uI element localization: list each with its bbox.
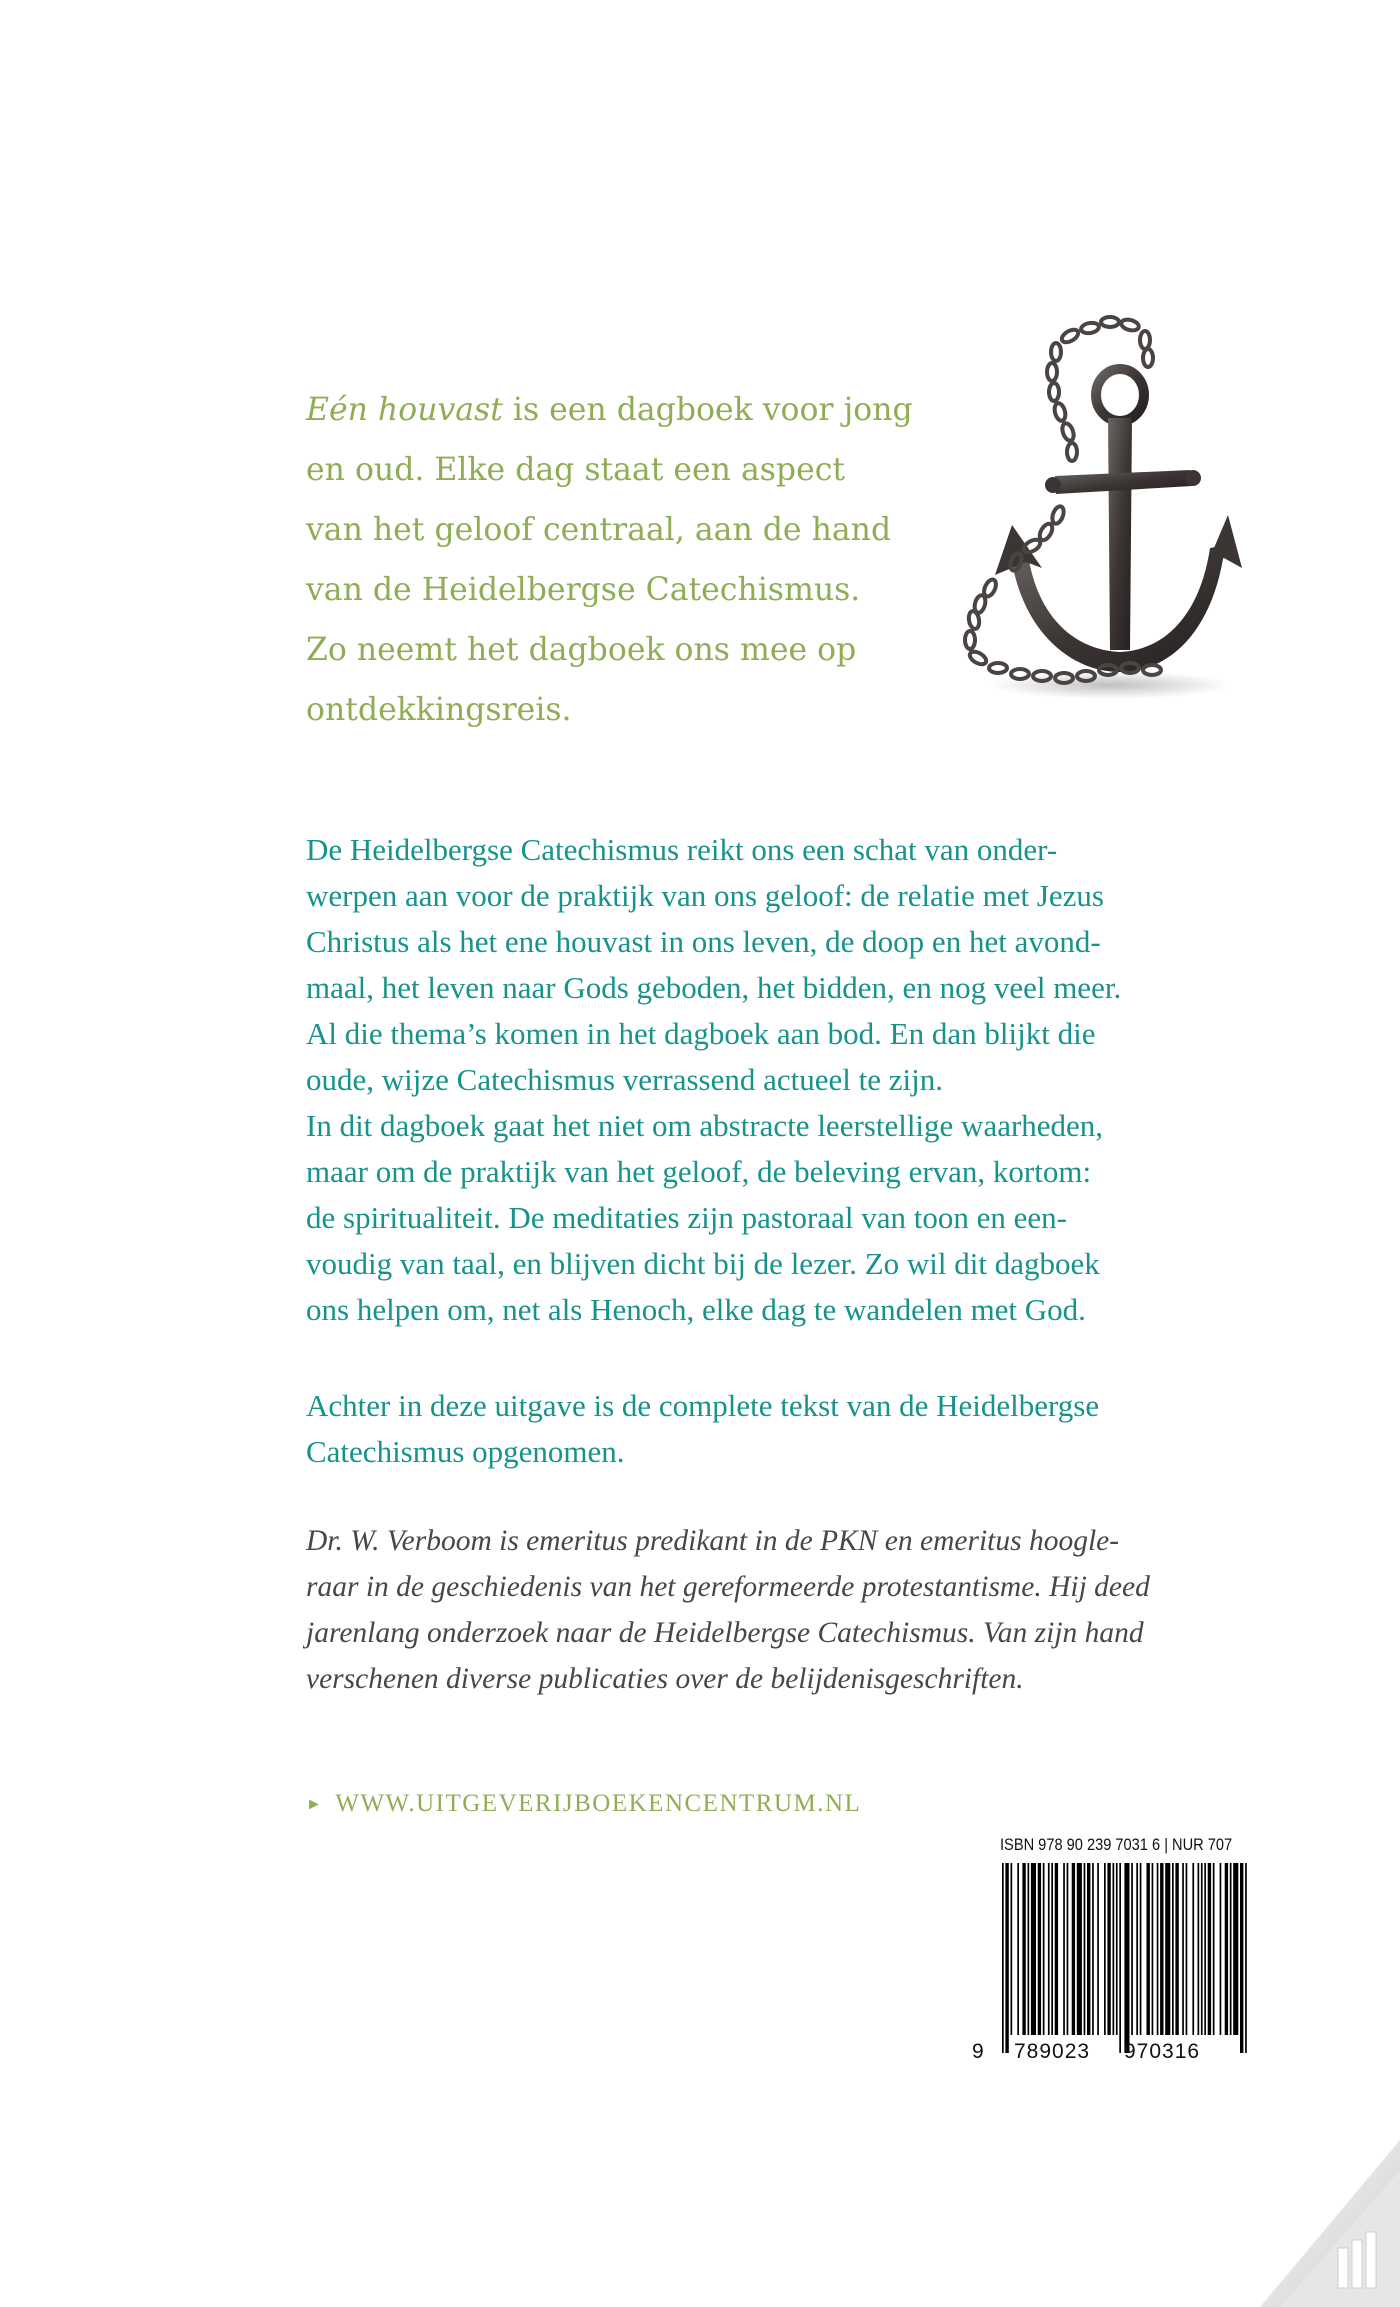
barcode-digit-first: 9: [972, 2040, 985, 2063]
author-bio: [306, 1518, 1206, 1702]
barcode-bar: [1198, 1863, 1200, 2035]
book-title-italic: Eén houvast: [306, 392, 503, 428]
barcode-bar: [1084, 1863, 1086, 2035]
intro-line: van de Heidelbergse Catechismus.: [306, 572, 861, 608]
barcode-bar: [1051, 1863, 1053, 2035]
barcode-bar: [1147, 1863, 1150, 2035]
barcode-bar: [1233, 1863, 1238, 2035]
barcode-bar: [1157, 1863, 1159, 2035]
barcode-digits-left: 789023: [1014, 2040, 1091, 2063]
barcode-bar: [1160, 1863, 1163, 2035]
barcode-bar: [1113, 1863, 1115, 2035]
description-line: maal, het leven naar Gods geboden, het bidden, en nog veel meer.: [306, 970, 1122, 1005]
barcode-bar: [1055, 1863, 1058, 2035]
barcode-bar: [1011, 1863, 1013, 2035]
intro-line: ontdekkingsreis.: [306, 692, 572, 728]
description-line: maar om de praktijk van het geloof, de beleving ervan, kortom:: [306, 1154, 1092, 1189]
barcode-bar: [1225, 1863, 1228, 2035]
barcode-bar: [1204, 1863, 1206, 2035]
barcode-bar: [1104, 1863, 1106, 2035]
description-line: Al die thema’s komen in het dagboek aan bod. En dan blijkt die: [306, 1016, 1096, 1051]
barcode-bar: [1097, 1863, 1099, 2035]
description-line: voudig van taal, en blijven dicht bij de lezer. Zo wil dit dagboek: [306, 1246, 1100, 1281]
barcode-bar: [1172, 1863, 1174, 2035]
description-line: de spiritualiteit. De meditaties zijn pastoraal van toon en een-: [306, 1200, 1067, 1235]
barcode-bar: [1107, 1863, 1110, 2035]
bio-line: raar in de geschiedenis van het gereformeerde protestantisme. Hij deed: [306, 1571, 1150, 1603]
barcode-bar: [1182, 1863, 1184, 2035]
description-line: oude, wijze Catechismus verrassend actueel te zijn.: [306, 1062, 943, 1097]
description-line: werpen aan voor de praktijk van ons geloof: de relatie met Jezus: [306, 878, 1104, 913]
barcode-bar: [1192, 1863, 1194, 2035]
description-line: Catechismus opgenomen.: [306, 1434, 625, 1469]
barcode-bar: [1031, 1863, 1036, 2035]
barcode-bar: [1230, 1863, 1232, 2035]
barcode-bar: [1201, 1863, 1203, 2035]
description-line: In dit dagboek gaat het niet om abstracte leerstellige waarheden,: [306, 1108, 1104, 1143]
barcode-bar: [1043, 1863, 1045, 2035]
description-paragraph-1: [306, 827, 1206, 1333]
anchor-illustration-icon: [950, 300, 1250, 730]
bio-line: jarenlang onderzoek naar de Heidelbergse Catechismus. Van zijn hand: [306, 1617, 1144, 1649]
barcode-bar: [1002, 1863, 1004, 2053]
barcode-bar: [1240, 1863, 1243, 2053]
barcode-bar: [1140, 1863, 1142, 2035]
intro-line: van het geloof centraal, aan de hand: [306, 512, 892, 548]
barcode-bar: [1116, 1863, 1118, 2035]
barcode-bar: [1005, 1863, 1008, 2053]
description-paragraph-2: [306, 1383, 1206, 1475]
barcode-bar: [1245, 1863, 1247, 2053]
bio-line: verschenen diverse publicaties over de belijdenisgeschriften.: [306, 1663, 1024, 1695]
barcode-bar: [1063, 1863, 1065, 2035]
barcode-bar: [1175, 1863, 1178, 2035]
barcode-bar: [1131, 1863, 1133, 2035]
corner-logo-icon: [1260, 2140, 1400, 2307]
barcode-bar: [1208, 1863, 1211, 2035]
intro-text: [306, 380, 946, 740]
barcode-bar: [1186, 1863, 1188, 2035]
barcode-bar: [1077, 1863, 1082, 2035]
barcode-bar: [1092, 1863, 1094, 2035]
barcode-bar: [1124, 1863, 1129, 2053]
barcode-bar: [1028, 1863, 1030, 2035]
intro-line-1-rest: is een dagboek voor jong: [502, 392, 913, 428]
description-line: Achter in deze uitgave is de complete tekst van de Heidelbergse: [306, 1388, 1100, 1423]
description-line: ons helpen om, net als Henoch, elke dag te wandelen met God.: [306, 1292, 1086, 1327]
intro-line-1: [306, 380, 946, 440]
description-line: Christus als het ene houvast in ons leven, de doop en het avond-: [306, 924, 1101, 959]
description-line: De Heidelbergse Catechismus reikt ons een schat van onder-: [306, 832, 1058, 867]
isbn-label: ISBN 978 90 239 7031 6 | NUR 707: [1000, 1835, 1233, 1854]
intro-line: Zo neemt het dagboek ons mee op: [306, 632, 857, 668]
website-url[interactable]: WWW.UITGEVERIJBOEKENCENTRUM.NL: [335, 1790, 862, 1817]
website-link[interactable]: [306, 1790, 861, 1818]
barcode-bar: [1213, 1863, 1215, 2035]
barcode-bar: [1165, 1863, 1170, 2035]
barcode-bar: [1072, 1863, 1075, 2035]
barcode-icon: [1000, 1863, 1250, 2053]
barcode-bar: [1067, 1863, 1069, 2035]
barcode-digits-right: 970316: [1124, 2040, 1201, 2063]
barcode-bar: [1152, 1863, 1154, 2035]
bio-line: Dr. W. Verboom is emeritus predikant in de PKN en emeritus hoogle-: [306, 1525, 1120, 1557]
barcode-bar: [1048, 1863, 1050, 2035]
barcode-bar: [1022, 1863, 1025, 2035]
barcode-bar: [1136, 1863, 1138, 2035]
intro-line: en oud. Elke dag staat een aspect: [306, 452, 846, 488]
play-arrow-icon: ►: [306, 1796, 324, 1813]
barcode-bar: [1038, 1863, 1041, 2035]
barcode-bar: [1017, 1863, 1019, 2035]
barcode-bar: [1220, 1863, 1222, 2035]
barcode-bar: [1087, 1863, 1090, 2035]
barcode-bar: [1119, 1863, 1121, 2053]
